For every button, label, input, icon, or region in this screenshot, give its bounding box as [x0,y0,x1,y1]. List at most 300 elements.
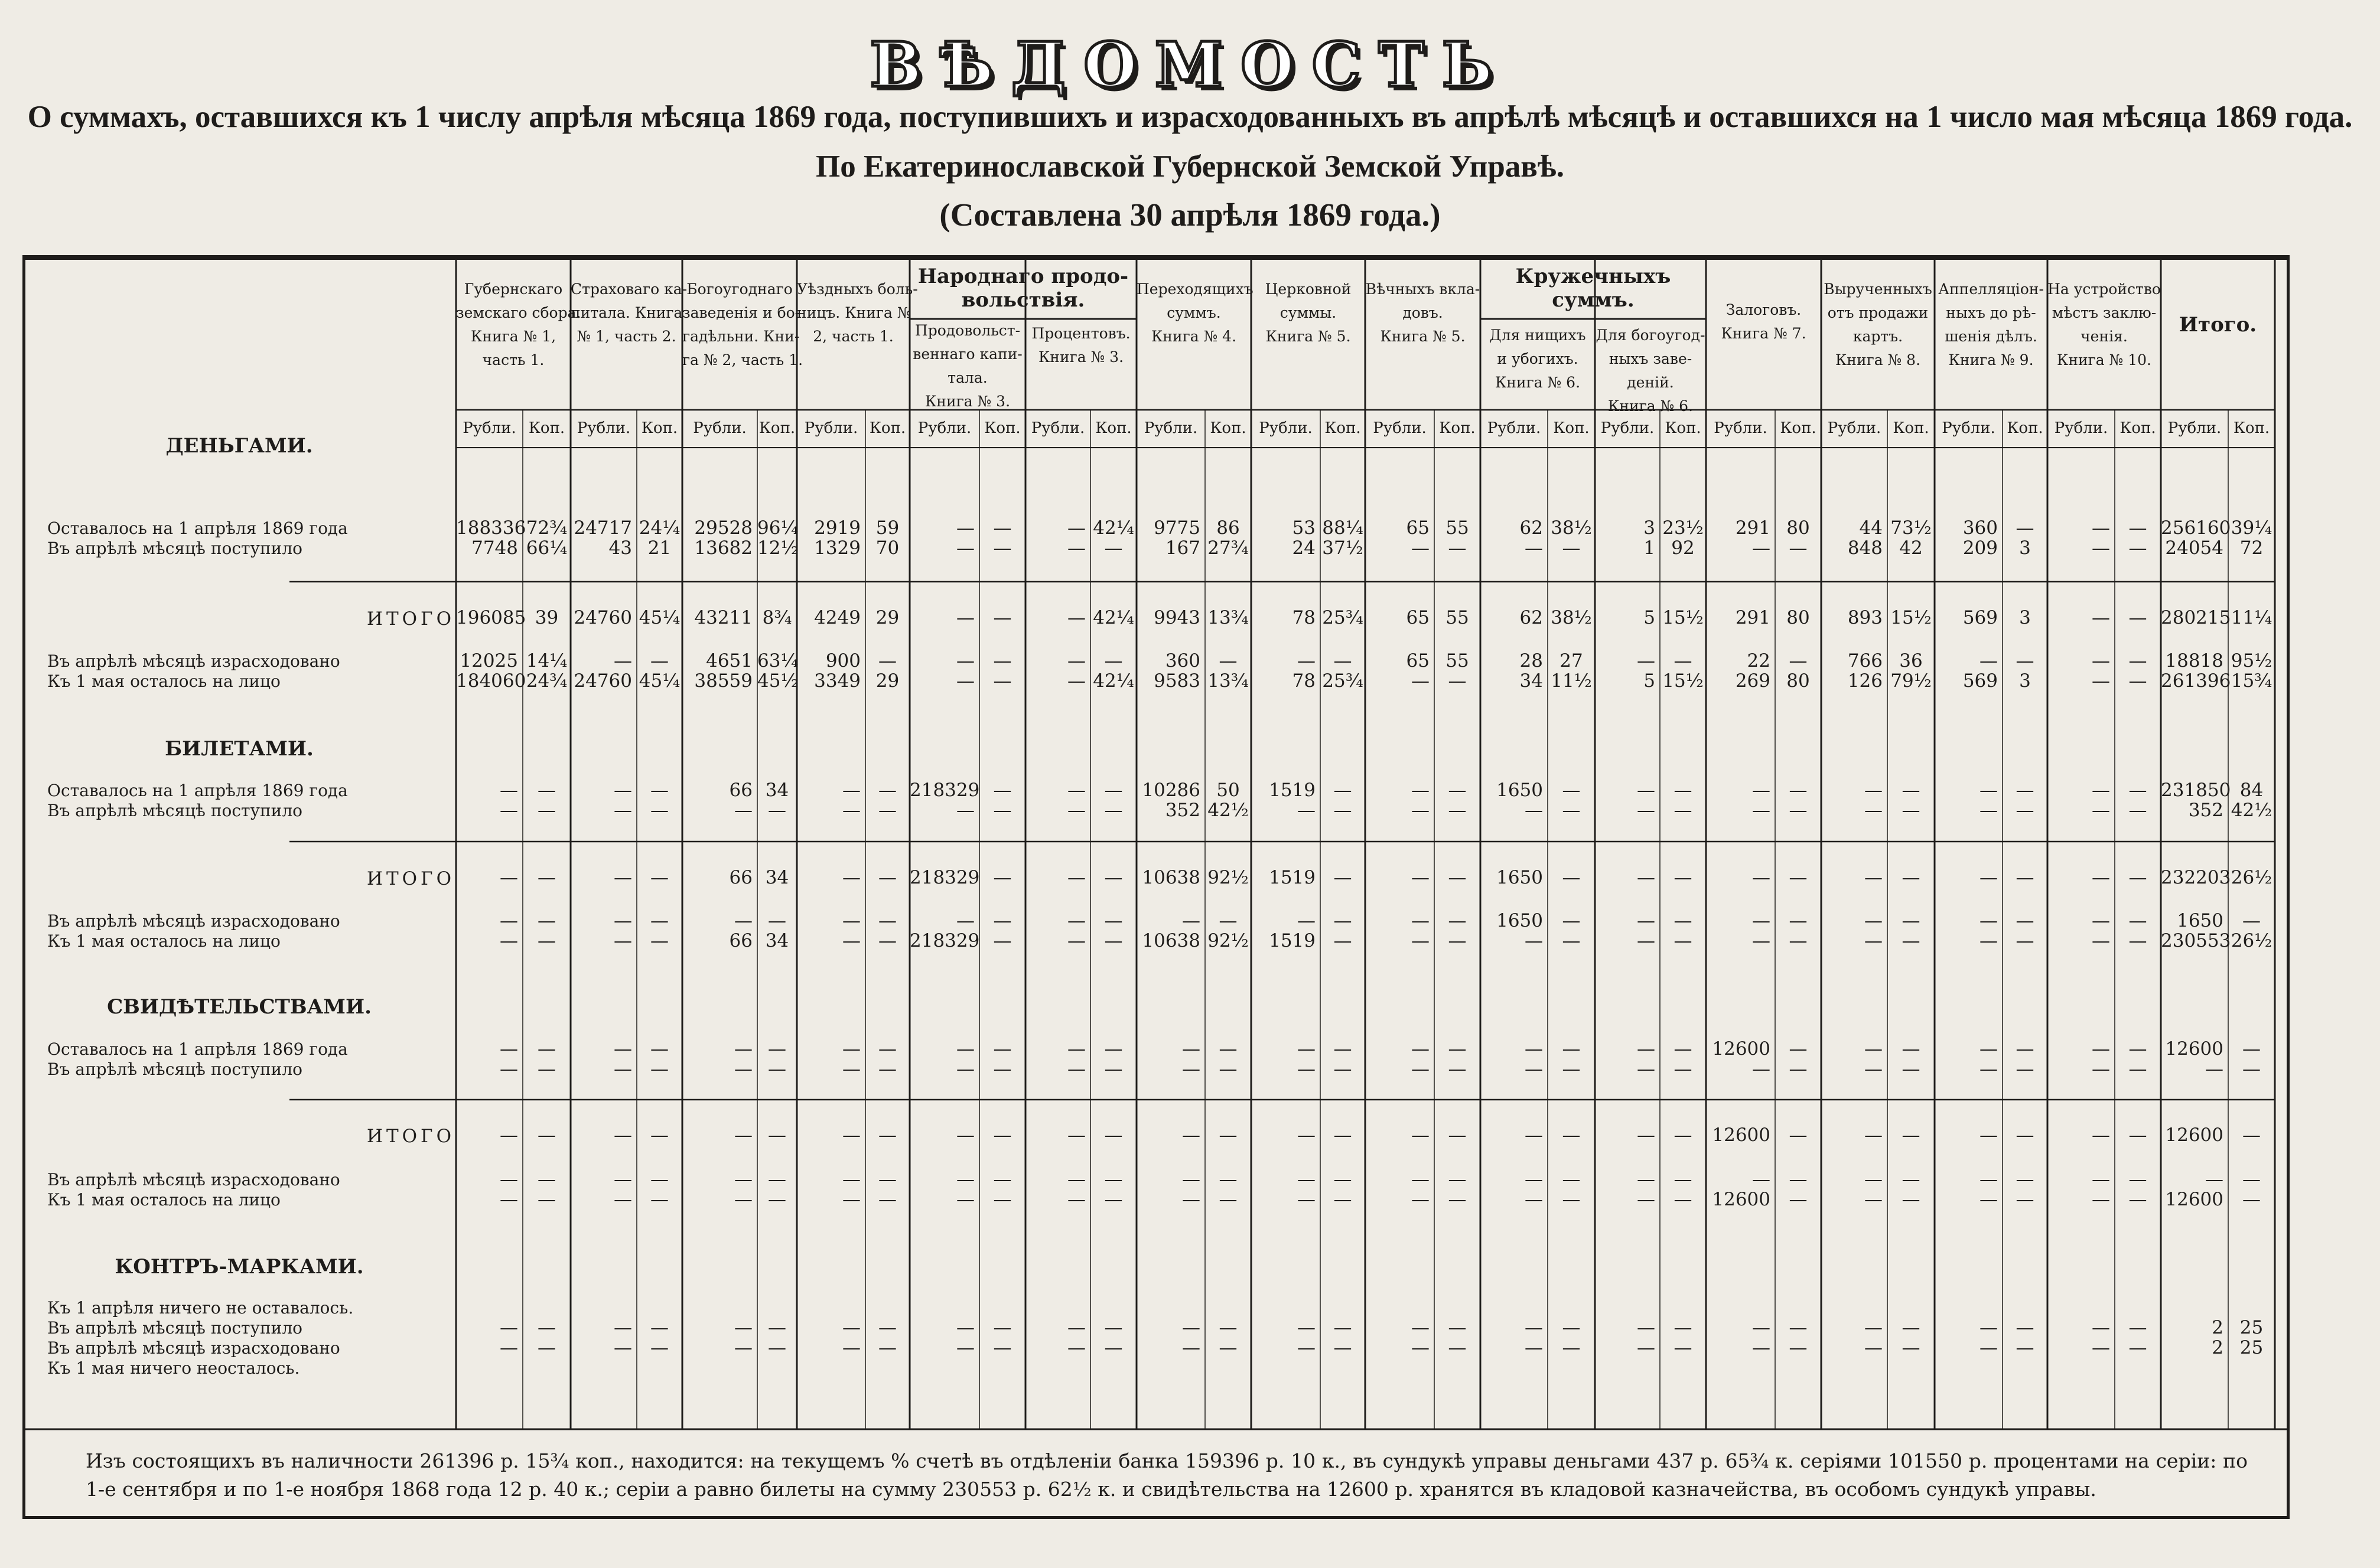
cell-kop: 12½ [757,537,799,559]
cell-rub: — [1752,930,1770,951]
cell-kop: — [1104,650,1123,671]
unit-kop: Коп. [758,419,796,437]
cell-kop: — [878,650,897,671]
cell-rub: — [614,1317,632,1338]
cell-kop: 45½ [757,670,799,692]
cell-rub: — [1637,800,1655,821]
cell-rub: — [614,780,632,801]
cell-rub: — [2205,1169,2223,1190]
cell-rub: — [1067,1317,1086,1338]
cell-rub: — [1411,867,1430,888]
group-header-line: Кружечныхъ [1515,265,1671,288]
cell-kop: — [1674,1169,1692,1190]
cell-kop: — [2128,537,2147,559]
document-subtitle: О суммахъ, оставшихся къ 1 числу апрѣля мѣсяца 1869 года, поступившихъ и израсходованныхъ въ апрѣлѣ мѣсяцѣ и оставшихся на 1 число мая мѣсяца 1869 года. [27,100,2353,134]
cell-kop: — [2128,517,2147,539]
column-header-line: шенія дѣлъ. [1945,328,2037,345]
column-header-line: Книга № 1, [470,328,556,345]
cell-rub: — [842,1124,861,1146]
cell-rub: — [2092,800,2110,821]
cell-kop: 15½ [1890,607,1932,628]
cell-kop: — [1789,930,1808,951]
cell-rub: — [1864,910,1883,931]
cell-kop: 66¼ [526,537,568,559]
unit-kop: Коп. [1893,419,1929,437]
cell-rub: — [1297,910,1316,931]
column-header-line: Процентовъ. [1031,325,1131,342]
cell-kop: — [993,800,1012,821]
column-header-line: Аппелляціон- [1938,281,2044,298]
cell-kop: — [1674,1124,1692,1146]
column-header-line: тала. [948,369,988,386]
cell-kop: — [1789,1124,1808,1146]
cell-rub: — [500,1169,518,1190]
cell-kop: — [650,1124,669,1146]
cell-kop: — [1219,1038,1238,1060]
cell-kop: — [1448,930,1467,951]
cell-kop: — [1448,780,1467,801]
cell-rub: — [1637,867,1655,888]
cell-rub: — [842,780,861,801]
cell-kop: 45¼ [639,607,681,628]
unit-kop: Коп. [528,419,565,437]
unit-kop: Коп. [984,419,1021,437]
cell-kop: 29 [875,670,900,692]
cell-rub: — [500,800,518,821]
cell-kop: 8¾ [762,607,792,628]
cell-kop: — [1104,1038,1123,1060]
row-label: Въ апрѣлѣ мѣсяцѣ израсходовано [47,1170,340,1189]
cell-rub: — [614,1337,632,1358]
cell-kop: — [1562,537,1581,559]
cell-kop: 39 [535,607,559,628]
column-header-line: Страховаго ка- [571,281,688,298]
unit-rub: Рубли. [1144,419,1198,437]
cell-kop: — [2016,1337,2034,1358]
cell-kop: — [1902,1189,1920,1210]
unit-rub: Рубли. [1714,419,1767,437]
cell-rub: — [1525,1337,1543,1358]
cell-kop: — [2016,1189,2034,1210]
cell-rub: 1519 [1269,867,1316,888]
column-header-line: отъ продажи [1827,304,1929,321]
cell-kop: 25¾ [1322,670,1363,692]
cell-rub: — [1182,1317,1200,1338]
cell-rub: — [2092,1337,2110,1358]
column-header-line: га № 2, часть 1. [682,351,803,369]
cell-rub: — [1297,1124,1316,1146]
cell-rub: 1519 [1269,780,1316,801]
cell-rub: — [2092,1169,2110,1190]
cell-rub: 3 [1643,517,1655,539]
cell-kop: — [878,1038,897,1060]
cell-kop: — [2242,910,2261,931]
row-label: Въ апрѣлѣ мѣсяцѣ поступило [47,1318,302,1338]
cell-kop: — [993,1337,1012,1358]
cell-rub: — [842,1169,861,1190]
cell-kop: — [1789,780,1808,801]
cell-rub: — [1411,930,1430,951]
cell-kop: — [1902,1058,1920,1080]
cell-kop: — [1902,780,1920,801]
cell-kop: — [1448,867,1467,888]
cell-kop: — [1219,1337,1238,1358]
cell-rub: 280215 [2161,607,2231,628]
cell-kop: — [538,1189,556,1210]
cell-kop: — [1104,1337,1123,1358]
cell-rub: — [614,1169,632,1190]
cell-rub: — [1525,537,1543,559]
cell-rub: — [1067,867,1086,888]
cell-rub: — [500,930,518,951]
column-header-line: Залоговъ. [1725,301,1802,318]
cell-rub: 44 [1859,517,1883,539]
cell-rub: 12600 [1712,1189,1770,1210]
column-header-line: Церковной [1265,281,1352,298]
cell-rub: — [2092,650,2110,671]
cell-kop: — [1448,537,1467,559]
cell-kop: — [993,1189,1012,1210]
cell-rub: — [1182,1038,1200,1060]
cell-kop: — [2016,1317,2034,1338]
cell-rub: — [734,1337,753,1358]
cell-kop: 26½ [2231,867,2272,888]
cell-rub: — [842,1189,861,1210]
cell-kop: 25 [2239,1317,2264,1338]
cell-rub: — [956,517,975,539]
cell-kop: — [1448,910,1467,931]
cell-kop: 73½ [1890,517,1932,539]
unit-kop: Коп. [1095,419,1132,437]
row-label: Къ 1 мая осталось на лицо [47,931,281,951]
row-label: Оставалось на 1 апрѣля 1869 года [47,1039,348,1059]
cell-rub: — [500,1124,518,1146]
cell-rub: — [1864,930,1883,951]
cell-kop: 3 [2019,537,2031,559]
cell-kop: 80 [1786,607,1810,628]
cell-kop: — [878,780,897,801]
cell-kop: — [993,607,1012,628]
cell-kop: — [2128,1189,2147,1210]
cell-rub: — [1752,1169,1770,1190]
row-label-itogo: ИТОГО [366,1126,455,1147]
column-header-line: Продовольст- [914,322,1021,339]
cell-rub: — [1637,910,1655,931]
cell-rub: — [1067,1189,1086,1210]
cell-rub: — [2205,1058,2223,1080]
cell-rub: 569 [1962,670,1998,692]
cell-rub: — [1067,537,1086,559]
cell-kop: — [1333,1038,1352,1060]
cell-rub: 62 [1519,607,1543,628]
cell-kop: — [878,800,897,821]
cell-kop: — [1562,1189,1581,1210]
cell-rub: — [1864,780,1883,801]
cell-rub: — [1182,1337,1200,1358]
cell-kop: — [1789,1317,1808,1338]
cell-rub: — [500,867,518,888]
cell-kop: — [2128,1124,2147,1146]
cell-kop: — [1562,910,1581,931]
cell-kop: — [993,930,1012,951]
cell-kop: — [878,1124,897,1146]
unit-kop: Коп. [2233,419,2270,437]
row-label: Къ 1 апрѣля ничего не оставалось. [47,1298,354,1318]
cell-rub: — [1979,1169,1998,1190]
cell-rub: — [1637,650,1655,671]
cell-kop: — [538,1038,556,1060]
cell-rub: 291 [1735,607,1770,628]
cell-kop: 36 [1899,650,1923,671]
unit-kop: Коп. [869,419,906,437]
cell-kop: — [1448,1124,1467,1146]
cell-kop: 34 [765,780,789,801]
cell-rub: 1519 [1269,930,1316,951]
cell-kop: 92½ [1207,930,1249,951]
cell-rub: 12600 [2165,1189,2223,1210]
cell-rub: 360 [1962,517,1998,539]
column-header-line: Вѣчныхъ вкла- [1365,281,1480,298]
cell-kop: — [1674,930,1692,951]
cell-kop: — [2016,517,2034,539]
cell-rub: — [842,800,861,821]
cell-kop: — [2016,1124,2034,1146]
cell-rub: — [614,800,632,821]
cell-rub: — [1067,517,1086,539]
cell-rub: — [956,1169,975,1190]
cell-kop: 42½ [2231,800,2272,821]
cell-kop: — [650,1169,669,1190]
cell-kop: — [1902,1169,1920,1190]
group-header-line: вольствія. [961,288,1085,312]
cell-kop: 24¼ [639,517,681,539]
cell-rub: 65 [1406,650,1430,671]
cell-kop: 72¾ [526,517,568,539]
cell-kop: — [650,1038,669,1060]
cell-kop: — [1789,1169,1808,1190]
cell-kop: — [993,1124,1012,1146]
cell-rub: 43211 [694,607,753,628]
cell-rub: — [1637,1124,1655,1146]
cell-rub: — [2092,1058,2110,1080]
cell-kop: — [1902,867,1920,888]
cell-kop: — [1448,1058,1467,1080]
cell-rub: — [1411,910,1430,931]
cell-kop: — [993,537,1012,559]
section-heading: КОНТРЪ-МАРКАМИ. [115,1255,364,1279]
column-header-line: Книга № 3. [1038,348,1124,366]
cell-rub: 65 [1406,517,1430,539]
cell-rub: — [1864,1058,1883,1080]
cell-rub: — [1752,1337,1770,1358]
cell-rub: 218329 [910,780,980,801]
cell-rub: — [1182,1058,1200,1080]
cell-rub: — [734,800,753,821]
cell-kop: 21 [647,537,672,559]
unit-rub: Рубли. [463,419,516,437]
cell-rub: — [1411,1337,1430,1358]
cell-rub: — [1752,910,1770,931]
cell-kop: — [878,910,897,931]
cell-kop: — [1333,1337,1352,1358]
cell-kop: — [1562,1058,1581,1080]
cell-rub: — [1637,1038,1655,1060]
row-label-itogo: ИТОГО [366,608,455,630]
cell-kop: 96¼ [757,517,799,539]
cell-kop: 27 [1559,650,1583,671]
cell-rub: — [734,1189,753,1210]
unit-rub: Рубли. [2054,419,2108,437]
cell-rub: — [956,650,975,671]
cell-kop: — [1674,650,1692,671]
cell-rub: — [1411,670,1430,692]
cell-kop: 42 [1899,537,1923,559]
unit-rub: Рубли. [1827,419,1881,437]
cell-kop: — [1219,1058,1238,1080]
cell-kop: 25 [2239,1337,2264,1358]
cell-kop: — [650,780,669,801]
cell-kop: — [1674,1189,1692,1210]
cell-rub: — [1182,1189,1200,1210]
cell-rub: 24054 [2165,537,2223,559]
cell-kop: — [650,910,669,931]
cell-rub: 188336 [456,517,526,539]
cell-rub: — [842,1317,861,1338]
cell-kop: 11½ [1551,670,1592,692]
cell-rub: — [1067,1124,1086,1146]
cell-rub: — [1979,650,1998,671]
cell-rub: — [1752,1058,1770,1080]
cell-rub: 1650 [2177,910,2223,931]
cell-kop: — [1562,1038,1581,1060]
cell-kop: — [1902,800,1920,821]
cell-rub: — [956,1038,975,1060]
column-header-line: Для нищихъ [1489,327,1586,344]
cell-kop: — [2242,1124,2261,1146]
cell-kop: — [768,1169,786,1190]
cell-kop: 70 [875,537,900,559]
column-header-line: и убогихъ. [1497,350,1578,367]
column-header-line: гадѣльни. Кни- [682,328,800,345]
cell-rub: — [1411,1124,1430,1146]
unit-rub: Рубли. [1942,419,1995,437]
row-label: Къ 1 мая осталось на лицо [47,671,281,691]
cell-rub: 218329 [910,930,980,951]
cell-kop: 50 [1216,780,1240,801]
cell-rub: — [1067,1038,1086,1060]
cell-rub: — [1067,780,1086,801]
cell-rub: — [1067,1337,1086,1358]
cell-kop: 39¼ [2231,517,2272,539]
cell-kop: — [2242,1169,2261,1190]
cell-kop: — [1333,800,1352,821]
document-authority: По Екатеринославской Губернской Земской Управѣ. [816,149,1564,184]
section-heading: ДЕНЬГАМИ. [165,434,313,458]
cell-rub: 12600 [2165,1124,2223,1146]
cell-rub: — [614,867,632,888]
cell-rub: — [1864,1337,1883,1358]
cell-kop: 3 [2019,607,2031,628]
cell-rub: — [1297,650,1316,671]
cell-rub: — [1067,670,1086,692]
cell-rub: — [1525,1058,1543,1080]
cell-rub: 13682 [694,537,753,559]
cell-kop: — [993,1058,1012,1080]
cell-rub: 24760 [574,607,632,628]
column-header-line: Книга № 3. [924,393,1011,410]
cell-rub: 256160 [2161,517,2231,539]
cell-rub: 360 [1165,650,1200,671]
unit-kop: Коп. [1439,419,1476,437]
cell-kop: — [538,1317,556,1338]
cell-kop: 42¼ [1093,607,1134,628]
column-header-line: Губернскаго [464,281,563,298]
cell-rub: 12600 [2165,1038,2223,1060]
cell-kop: — [878,1169,897,1190]
cell-kop: — [1448,1038,1467,1060]
column-header-line: суммъ. [1167,304,1221,321]
cell-rub: 7748 [471,537,518,559]
cell-kop: — [1333,1189,1352,1210]
cell-rub: — [1411,1038,1430,1060]
column-header-line: заведенія и бо- [682,304,800,321]
cell-kop: — [650,930,669,951]
cell-rub: 167 [1165,537,1200,559]
cell-rub: 5 [1643,670,1655,692]
cell-rub: — [614,910,632,931]
cell-kop: — [1562,930,1581,951]
cell-kop: — [768,1058,786,1080]
cell-rub: — [842,910,861,931]
column-header-line: Книга № 6. [1607,397,1694,415]
column-header-line: довъ. [1402,304,1443,321]
column-header-line: Уѣздныхъ боль- [797,281,918,298]
cell-kop: 34 [765,867,789,888]
cell-rub: — [1411,780,1430,801]
cell-kop: — [878,867,897,888]
cell-kop: — [1674,867,1692,888]
cell-rub: — [1637,1058,1655,1080]
unit-rub: Рубли. [1031,419,1085,437]
cell-rub: — [1297,1189,1316,1210]
cell-rub: 18818 [2165,650,2223,671]
cell-rub: — [842,1038,861,1060]
cell-kop: — [2128,650,2147,671]
cell-kop: 27¾ [1207,537,1249,559]
cell-rub: 3349 [814,670,861,692]
cell-rub: — [842,1058,861,1080]
cell-kop: — [538,910,556,931]
cell-rub: — [956,1058,975,1080]
cell-kop: — [1789,650,1808,671]
cell-kop: — [650,650,669,671]
cell-rub: 2 [2212,1317,2223,1338]
cell-kop: — [538,800,556,821]
cell-rub: — [1067,607,1086,628]
unit-rub: Рубли. [1259,419,1313,437]
cell-rub: — [2092,517,2110,539]
cell-kop: — [1674,780,1692,801]
cell-rub: 12600 [1712,1124,1770,1146]
unit-rub: Рубли. [2167,419,2222,437]
cell-kop: — [2128,670,2147,692]
cell-rub: — [1864,1038,1883,1060]
cell-rub: 1650 [1496,780,1543,801]
cell-kop: — [878,1317,897,1338]
cell-kop: 15¾ [2231,670,2272,692]
cell-rub: — [1979,1317,1998,1338]
cell-rub: — [956,910,975,931]
